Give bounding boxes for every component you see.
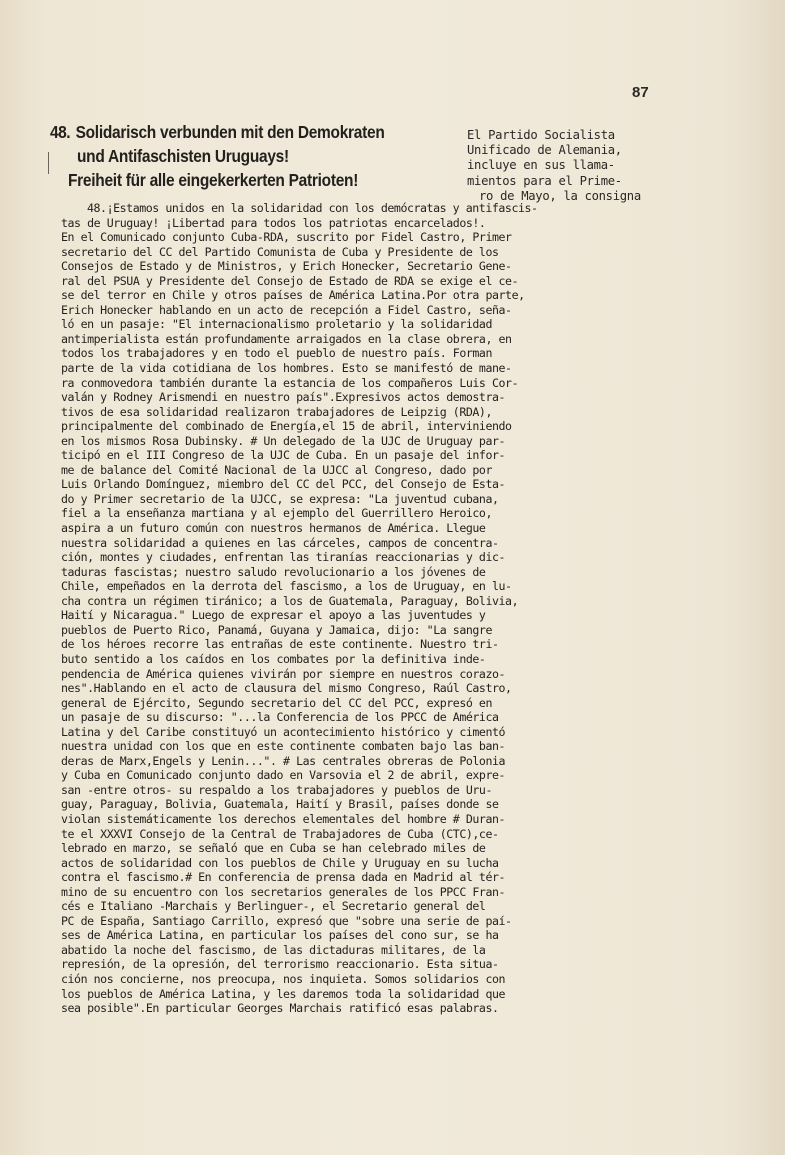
body-line: nes".Hablando en el acto de clausura del mismo Congreso, Raúl Castro, (61, 681, 512, 696)
body-line: un pasaje de su discurso: "...la Conferencia de los PPCC de América (61, 710, 499, 725)
body-line: pueblos de Puerto Rico, Panamá, Guyana y Jamaica, dijo: "La sangre (61, 622, 492, 637)
heading-line-1 (50, 120, 419, 144)
side-line: mientos para el Prime- (467, 173, 622, 188)
body-line: en los mismos Rosa Dubinsky. # Un delegado de la UJC de Uruguay par- (61, 433, 506, 448)
body-line: tas de Uruguay! ¡Libertad para todos los patriotas encarcelados!. (61, 215, 486, 230)
body-line: principalmente del combinado de Energía,el 15 de abril, interviniendo (61, 419, 512, 434)
body-line: ses de América Latina, en particular los países del cono sur, se ha (61, 928, 499, 943)
body-line: san -entre otros- su respaldo a los trabajadores y pueblos de Uru- (61, 782, 492, 797)
body-line: pendencia de América quienes vivirán por siempre en nuestros corazo- (61, 666, 506, 681)
side-line: El Partido Socialista (467, 128, 615, 142)
body-line: Luis Orlando Domínguez, miembro del CC del PCC, del Consejo de Esta- (61, 477, 506, 492)
margin-mark (48, 152, 49, 174)
body-line: PC de España, Santiago Carrillo, expresó que "sobre una serie de paí- (61, 913, 512, 928)
body-text (61, 201, 691, 1016)
body-line: Consejos de Estado y de Ministros, y Erich Honecker, Secretario Gene- (61, 259, 512, 274)
body-line: Erich Honecker hablando en un acto de recepción a Fidel Castro, seña- (61, 302, 512, 317)
body-line: parte de la vida cotidiana de los hombres. Esto se manifestó de mane- (61, 361, 512, 376)
body-line: Latina y del Caribe constituyó un acontecimiento histórico y cimentó (61, 724, 506, 739)
body-line: antimperialista están profundamente arraigados en la clase obrera, en (61, 331, 512, 346)
body-line: tivos de esa solidaridad realizaron trabajadores de Leipzig (RDA), (61, 404, 492, 419)
body-line: me de balance del Comité Nacional de la UJCC al Congreso, dado por (61, 462, 492, 477)
body-line: secretario del CC del Partido Comunista de Cuba y Presidente de los (61, 244, 499, 259)
body-line: aspira a un futuro común con nuestros hermanos de América. Llegue (61, 521, 486, 536)
body-line: violan sistemáticamente los derechos elementales del hombre # Duran- (61, 811, 506, 826)
body-line: En el Comunicado conjunto Cuba-RDA, suscrito por Fidel Castro, Primer (61, 230, 512, 245)
side-line: incluye en sus llama- (467, 158, 615, 173)
body-line: general de Ejército, Segundo secretario del CC del PCC, expresó en (61, 695, 492, 710)
body-line: abatido la noche del fascismo, de las dictaduras militares, de la (61, 942, 486, 957)
body-line: buto sentido a los caídos en los combates por la definitiva inde- (61, 651, 486, 666)
body-line: todos los trabajadores y en todo el pueblo de nuestro país. Forman (61, 346, 492, 361)
body-line: Chile, empeñados en la derrota del fascismo, a los de Uruguay, en lu- (61, 579, 512, 594)
heading-number: 48. (50, 122, 71, 142)
body-line: do y Primer secretario de la UJCC, se expresa: "La juventud cubana, (61, 491, 499, 506)
body-line: los pueblos de América Latina, y les daremos toda la solidaridad que (61, 986, 506, 1001)
body-line: mino de su encuentro con los secretarios generales de los PPCC Fran- (61, 884, 506, 899)
body-line: cés e Italiano -Marchais y Berlinguer-, el Secretario general del (61, 899, 486, 914)
body-line: guay, Paraguay, Bolivia, Guatemala, Haití y Brasil, países donde se (61, 797, 499, 812)
body-line: de los héroes recorre las entrañas de este continente. Nuestro tri- (61, 637, 499, 652)
body-line: Haití y Nicaragua." Luego de expresar el apoyo a las juventudes y (61, 608, 486, 623)
body-line: fiel a la enseñanza martiana y al ejemplo del Guerrillero Heroico, (61, 506, 492, 521)
heading-line-2: und Antifaschisten Uruguays! (77, 146, 289, 166)
body-line: sea posible".En particular Georges Marchais ratificó esas palabras. (61, 1001, 499, 1016)
side-line: Unificado de Alemania, (467, 143, 622, 158)
body-line: represión, de la opresión, del terrorismo reaccionario. Esta situa- (61, 957, 499, 972)
heading-text-1: Solidarisch verbunden mit den Demokraten (75, 122, 385, 142)
body-line: se del terror en Chile y otros países de América Latina.Por otra parte, (61, 288, 525, 303)
body-line: ción, montes y ciudades, enfrentan las tiranías reaccionarias y dic- (61, 550, 506, 565)
section-heading (50, 120, 460, 192)
body-line: ticipó en el III Congreso de la UJC de Cuba. En un pasaje del infor- (61, 448, 506, 463)
body-line: ción nos concierne, nos preocupa, nos inquieta. Somos solidarios con (61, 971, 506, 986)
body-line: actos de solidaridad con los pueblos de Chile y Uruguay en su lucha (61, 855, 499, 870)
body-line: deras de Marx,Engels y Lenin...". # Las centrales obreras de Polonia (61, 753, 506, 768)
body-line: ra conmovedora también durante la estancia de los compañeros Luis Cor- (61, 375, 519, 390)
body-line: ló en un pasaje: "El internacionalismo proletario y la solidaridad (61, 317, 492, 332)
body-line: nuestra unidad con los que en este continente combaten bajo las ban- (61, 739, 506, 754)
body-line: 48.¡Estamos unidos en la solidaridad con los demócratas y antifascis- (87, 201, 538, 215)
side-column (467, 128, 737, 204)
side-line: ro de Mayo, la consigna (479, 188, 641, 203)
body-line: valán y Rodney Arismendi en nuestro país".Expresivos actos demostra- (61, 390, 506, 405)
body-line: te el XXXVI Consejo de la Central de Trabajadores de Cuba (CTC),ce- (61, 826, 499, 841)
body-line: lebrado en marzo, se señaló que en Cuba se han celebrado miles de (61, 841, 486, 856)
body-line: taduras fascistas; nuestro saludo revolucionario a los jóvenes de (61, 564, 486, 579)
body-line: cha contra un régimen tiránico; a los de Guatemala, Paraguay, Bolivia, (61, 593, 519, 608)
body-line: y Cuba en Comunicado conjunto dado en Varsovia el 2 de abril, expre- (61, 768, 506, 783)
body-line: nuestra solidaridad a quienes en las cárceles, campos de concentra- (61, 535, 499, 550)
body-line: contra el fascismo.# En conferencia de prensa dada en Madrid al tér- (61, 870, 506, 885)
body-line: ral del PSUA y Presidente del Consejo de Estado de RDA se exige el ce- (61, 273, 519, 288)
heading-line-3: Freiheit für alle eingekerkerten Patrioten! (68, 170, 359, 190)
page-number: 87 (632, 84, 649, 101)
